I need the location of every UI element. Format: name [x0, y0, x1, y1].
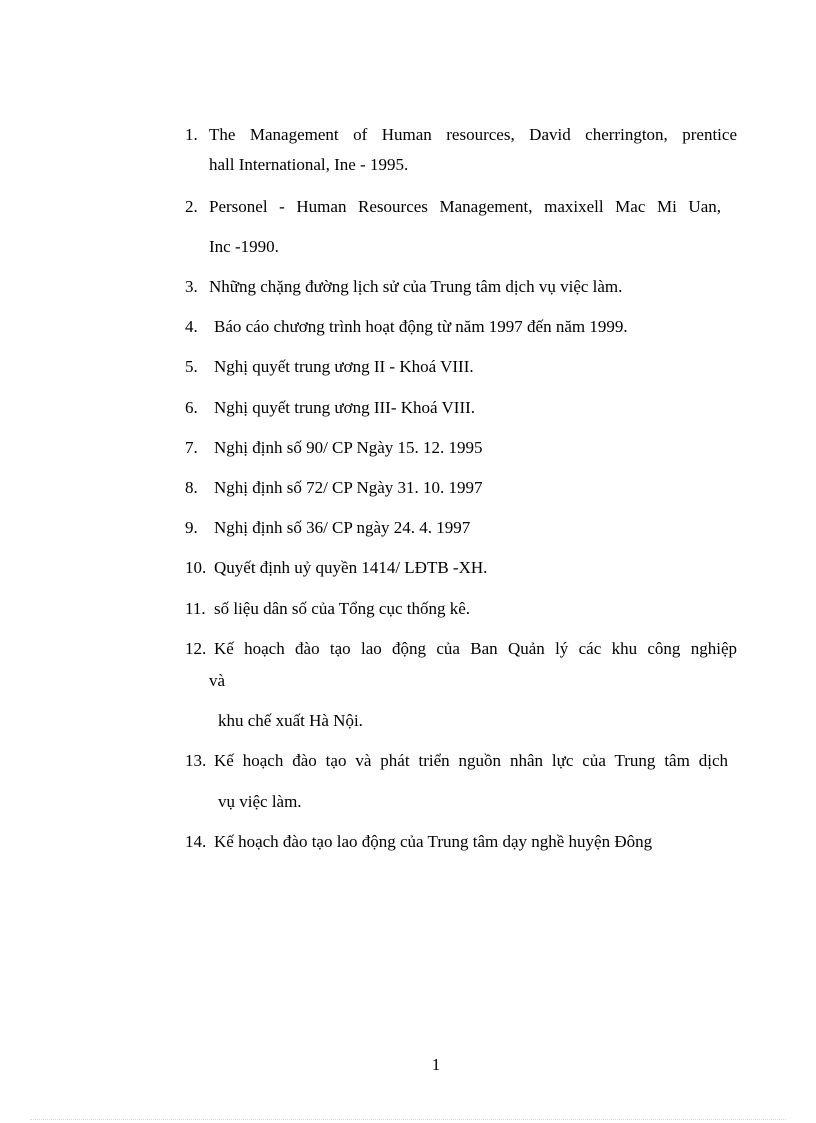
- reference-5-number: 5.: [185, 357, 198, 376]
- reference-8-text: Nghị định số 72/ CP Ngày 31. 10. 1997: [214, 478, 483, 497]
- reference-7-text: Nghị định số 90/ CP Ngày 15. 12. 1995: [214, 438, 483, 457]
- page-number: 1: [431, 1055, 441, 1074]
- reference-11-text: số liệu dân số của Tổng cục thống kê.: [214, 599, 471, 618]
- reference-6-text: Nghị quyết trung ương III- Khoá VIII.: [214, 398, 476, 417]
- reference-13-line-2: [218, 791, 302, 813]
- reference-10-number: 10.: [185, 558, 207, 577]
- reference-4-text: Báo cáo chương trình hoạt động từ năm 1997 đến năm 1999.: [214, 317, 628, 336]
- reference-5-text: Nghị quyết trung ương II - Khoá VIII.: [214, 357, 474, 376]
- reference-12-number: 12.: [185, 639, 207, 658]
- reference-12-text-3: khu chế xuất Hà Nội.: [218, 711, 363, 730]
- reference-3-number: 3.: [185, 277, 198, 296]
- reference-4-number: 4.: [185, 317, 198, 336]
- reference-14-text: Kế hoạch đào tạo lao động của Trung tâm dạy nghề huyện Đông: [214, 832, 653, 851]
- reference-12-text-2: và: [209, 671, 226, 690]
- reference-1-line-2: [209, 154, 408, 176]
- reference-12-text-1: Kế hoạch đào tạo lao động của Ban Quản lý các khu công nghiệp: [214, 639, 737, 658]
- reference-12-line-3: [218, 710, 363, 732]
- reference-13-text-1: Kế hoạch đào tạo và phát triển nguồn nhân lực của Trung tâm dịch: [214, 751, 728, 770]
- page-bottom-divider: [30, 1119, 786, 1120]
- reference-13-number: 13.: [185, 751, 207, 770]
- reference-14-number: 14.: [185, 832, 207, 851]
- reference-7-number: 7.: [185, 438, 198, 457]
- reference-2-text-2: Inc -1990.: [209, 237, 279, 256]
- reference-6-number: 6.: [185, 398, 198, 417]
- reference-10-text: Quyết định uỷ quyền 1414/ LĐTB -XH.: [214, 558, 488, 577]
- reference-1-text-1: The Management of Human resources, David cherrington, prentice: [209, 125, 737, 144]
- reference-2-text-1: Personel - Human Resources Management, maxixell Mac Mi Uan,: [209, 197, 721, 216]
- reference-2-number: 2.: [185, 197, 198, 216]
- reference-11-number: 11.: [185, 599, 206, 618]
- reference-2-line-2: [209, 236, 279, 258]
- reference-9-number: 9.: [185, 518, 198, 537]
- reference-1-text-2: hall International, Ine - 1995.: [209, 155, 409, 174]
- reference-12-line-2: [209, 670, 225, 692]
- reference-8-number: 8.: [185, 478, 198, 497]
- reference-13-text-2: vụ việc làm.: [218, 792, 302, 811]
- reference-3-text: Những chặng đường lịch sử của Trung tâm dịch vụ việc làm.: [209, 277, 623, 296]
- reference-9-text: Nghị định số 36/ CP ngày 24. 4. 1997: [214, 518, 471, 537]
- reference-1-number: 1.: [185, 125, 198, 144]
